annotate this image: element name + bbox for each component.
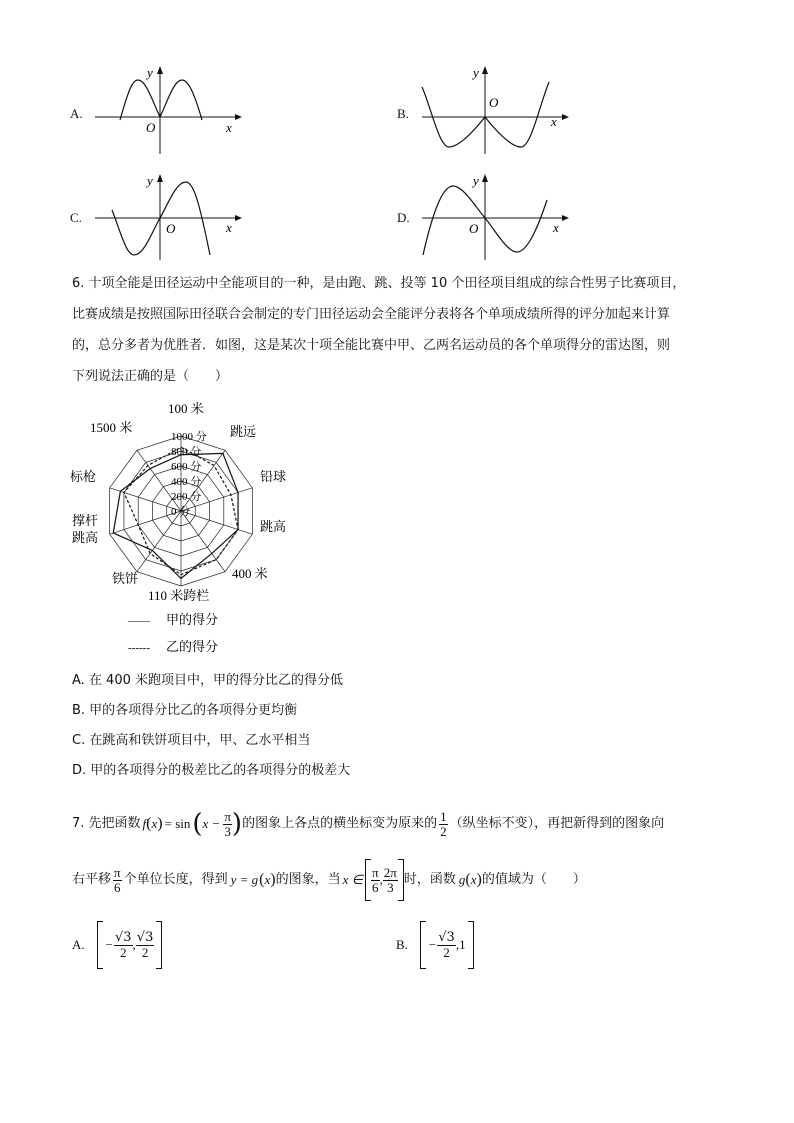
radar-spoke <box>137 511 181 572</box>
scale-label: 800 分 <box>171 446 202 458</box>
value-one: 1 <box>459 937 466 952</box>
x-var: x <box>264 872 271 887</box>
axis-label: 跳高 <box>72 530 99 545</box>
g-fn: g <box>458 872 466 887</box>
q5-option-a <box>68 62 268 162</box>
axis-label: 铁饼 <box>112 571 139 586</box>
q7-mid-text: 的图象上各点的横坐标变为原来的 <box>242 816 438 831</box>
origin-label: O <box>489 95 499 110</box>
q7-line2-c: 的图象，当 <box>275 872 341 887</box>
scale-label: 1000 分 <box>171 431 207 443</box>
q7-tail-text: （纵坐标不变），再把新得到的图象向 <box>449 816 665 831</box>
q6-option-b[interactable]: B. 甲的各项得分比乙的各项得分更均衡 <box>72 703 298 718</box>
big-paren-close: ) <box>231 809 243 839</box>
radar-chart <box>60 398 310 666</box>
frac-num: π <box>224 808 231 824</box>
frac-num: √3 <box>136 929 154 945</box>
q6-line-3: 的，总分多者为优胜者．如图，这是某次十项全能比赛中甲、乙两名运动员的各个单项得分的雷达图，则 <box>72 338 671 353</box>
paren-close: ) <box>270 871 276 888</box>
frac-num: π <box>114 864 121 880</box>
y-label: y <box>473 173 479 188</box>
x-label: x <box>226 120 232 135</box>
q7-line2-a: 右平移 <box>72 872 112 887</box>
option-letter: C. <box>70 210 82 225</box>
frac-den: 2 <box>141 944 149 960</box>
paren-open: ( <box>146 815 152 832</box>
axis-label: 标枪 <box>70 469 97 484</box>
minus-sign: − <box>105 937 113 952</box>
x-label: x <box>553 220 559 235</box>
eq-sin: = sin <box>164 816 191 831</box>
legend-label: 甲的得分 <box>166 612 219 627</box>
frac-den: 2 <box>443 944 450 960</box>
origin-label: O <box>469 221 479 236</box>
x-label: x <box>551 114 557 129</box>
q5-option-b <box>395 62 595 162</box>
q7-line2-e: 的值域为（ ） <box>481 872 586 887</box>
q6-line-4: 下列说法正确的是（ ） <box>72 369 229 384</box>
interval-comma: , <box>379 872 383 887</box>
bracket-close <box>468 921 474 969</box>
x-minus: x − <box>202 816 221 831</box>
axis-label: 撑杆 <box>72 513 99 528</box>
axis-label: 100 米 <box>168 401 204 416</box>
pi-over-6-interval <box>371 866 380 895</box>
y-eq-g: y = g <box>230 872 259 887</box>
axis-label: 跳高 <box>260 519 287 534</box>
interval-comma: , <box>455 937 460 952</box>
y-label: y <box>147 173 153 188</box>
frac-num: √3 <box>438 929 455 945</box>
frac-den: 2 <box>120 944 127 960</box>
radar-spoke <box>181 511 252 534</box>
curve-a <box>120 80 202 120</box>
y-label: y <box>147 65 153 80</box>
q5-option-d <box>395 170 595 270</box>
option-letter: A. <box>72 937 85 952</box>
q7-line2-b: 个单位长度，得到 <box>123 872 228 887</box>
option-letter: B. <box>397 106 409 121</box>
pi-over-3 <box>223 810 232 839</box>
graph-c <box>90 170 270 270</box>
axis-label: 400 米 <box>232 566 268 581</box>
q7-line-2 <box>72 858 586 902</box>
paren-open: ( <box>465 871 471 888</box>
x-var: x <box>151 816 158 831</box>
axis-label: 110 米跨栏 <box>148 588 210 603</box>
sqrt3-over-2 <box>437 931 456 960</box>
legend-marker: —— <box>128 615 150 627</box>
sqrt3-over-2 <box>136 931 155 960</box>
q5-option-c <box>68 170 268 270</box>
option-letter: D. <box>397 210 410 225</box>
graph-d <box>417 170 597 270</box>
q7-option-a[interactable] <box>72 920 162 970</box>
q6-line-2: 比赛成绩是按照国际田径联合会制定的专门田径运动会全能评分表将各个单项成绩所得的评分加起来计算 <box>72 307 671 322</box>
frac-den: 2 <box>440 823 447 839</box>
y-label: y <box>473 65 479 80</box>
two-pi-over-3 <box>383 866 398 895</box>
radar-legend <box>127 612 218 654</box>
q6-line-1: 6. 十项全能是田径运动中全能项目的一种，是由跑、跳、投等 10 个田径项目组成的综合性男子比赛项目， <box>72 276 686 291</box>
scale-label: 400 分 <box>171 476 202 488</box>
q6-option-a[interactable]: A. 在 400 米跑项目中，甲的得分比乙的得分低 <box>72 673 344 688</box>
option-letter: A. <box>70 106 83 121</box>
x-in: x ∈ <box>342 872 363 887</box>
origin-label: O <box>166 221 176 236</box>
q7-option-b[interactable] <box>396 920 474 970</box>
frac-den: 3 <box>224 823 231 839</box>
frac-num: π <box>371 864 379 880</box>
bracket-close <box>156 921 162 969</box>
q6-option-d[interactable]: D. 甲的各项得分的极差比乙的各项得分的极差大 <box>72 763 351 778</box>
frac-den: 6 <box>114 879 121 895</box>
big-paren-open: ( <box>192 809 203 839</box>
x-var: x <box>470 872 477 887</box>
axis-label: 铅球 <box>260 469 287 484</box>
x-label: x <box>226 220 232 235</box>
scale-label: 600 分 <box>171 461 202 473</box>
frac-num: √3 <box>114 929 132 945</box>
radar-spoke <box>181 511 225 572</box>
q7-line-1 <box>72 802 664 846</box>
paren-open: ( <box>259 871 265 888</box>
interval-comma: , <box>132 937 136 952</box>
option-letter: B. <box>396 937 408 952</box>
axis-label: 1500 米 <box>90 420 133 435</box>
frac-num: 2π <box>383 864 397 880</box>
paren-close: ) <box>157 815 163 832</box>
q7-prefix: 7. 先把函数 <box>72 816 141 831</box>
graph-b <box>417 62 597 162</box>
frac-den: 6 <box>372 879 379 895</box>
sqrt3-over-2 <box>114 931 133 960</box>
frac-den: 3 <box>387 879 394 895</box>
scale-label: 200 分 <box>171 491 202 503</box>
fx-symbol: f <box>142 816 147 831</box>
minus-sign: − <box>428 937 437 952</box>
origin-label: O <box>146 120 156 135</box>
bracket-open <box>97 921 103 969</box>
q6-option-c[interactable]: C. 在跳高和铁饼项目中，甲、乙水平相当 <box>72 733 311 748</box>
one-half <box>439 810 448 839</box>
scale-label: 0 分 <box>171 506 191 518</box>
graph-a <box>90 62 270 162</box>
frac-num: 1 <box>440 808 447 824</box>
q7-line2-d: 时，函数 <box>403 872 456 887</box>
axis-label: 跳远 <box>230 424 257 439</box>
paren-close: ) <box>476 871 482 888</box>
pi-over-6 <box>113 866 122 895</box>
legend-marker: ------ <box>128 642 150 654</box>
bracket-open <box>420 921 426 969</box>
q6-stem <box>72 274 685 387</box>
q6-options <box>72 671 350 781</box>
legend-label: 乙的得分 <box>166 639 219 654</box>
